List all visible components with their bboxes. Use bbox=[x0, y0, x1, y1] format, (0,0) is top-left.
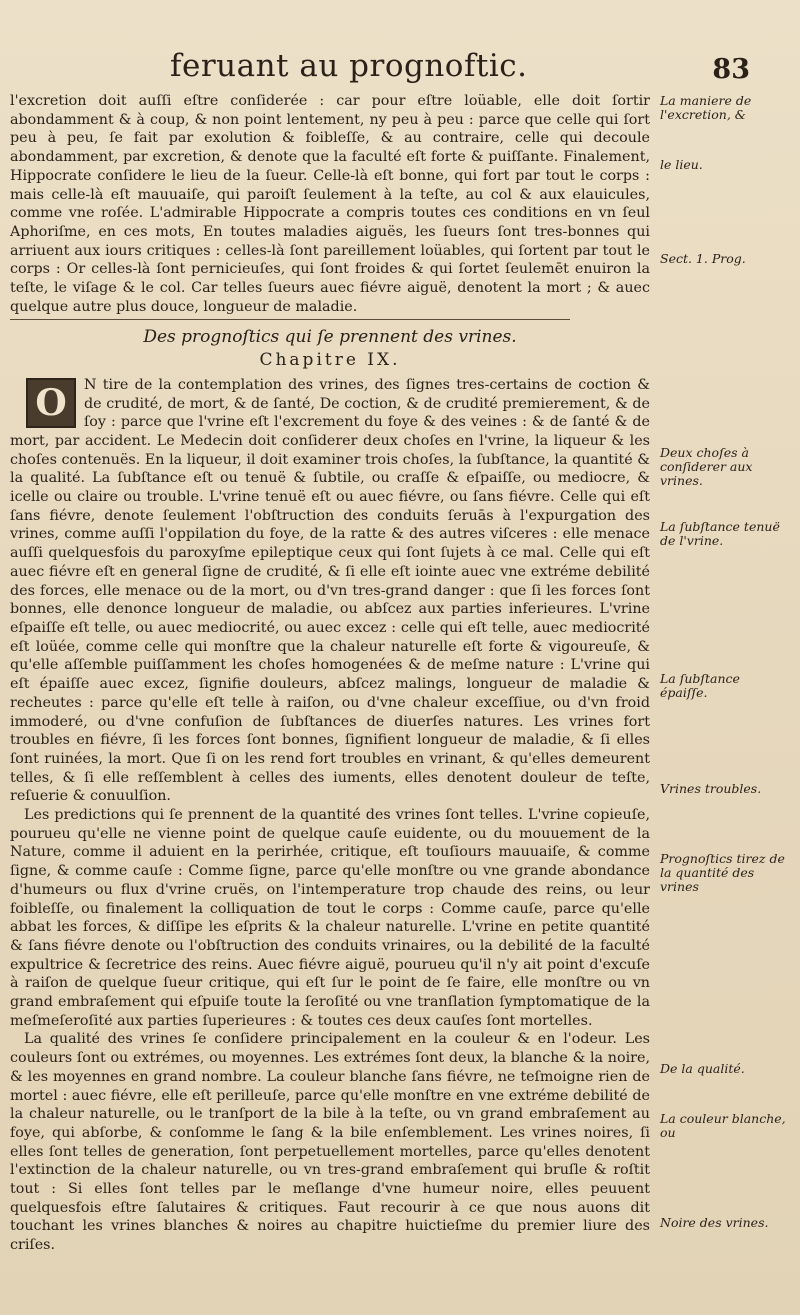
main-text-column bbox=[10, 92, 650, 1255]
margin-note: Sect. 1. Prog. bbox=[660, 251, 746, 266]
page-header bbox=[170, 48, 750, 98]
margin-note: Vrines troubles. bbox=[660, 781, 762, 796]
section-title: Des prognoſtics qui ſe prennent des vrines. bbox=[143, 327, 517, 348]
chapter-heading: Chapitre IX. bbox=[259, 350, 401, 371]
chapter-body bbox=[10, 376, 650, 1255]
dropcap-letter: O bbox=[26, 378, 76, 428]
margin-note: Noire des vrines. bbox=[660, 1215, 769, 1230]
running-head: feruant au prognoftic. bbox=[170, 48, 528, 84]
section-divider bbox=[10, 319, 570, 320]
margin-note: De la qualité. bbox=[660, 1061, 745, 1076]
margin-note: La ſubſtance tenuë de l'vrine. bbox=[660, 519, 780, 548]
margin-note: Deux choſes à conſiderer aux vrines. bbox=[660, 445, 753, 488]
margin-note: La maniere de l'excretion, & bbox=[660, 93, 752, 122]
paragraph-sweat: l'excretion doit auſſi eſtre conſiderée : car pour eſtre loüable, elle doit ſortir abondamment & à coup, & non point lentement, ny peu à peu : parce que celle qui ſort peu à peu, ſe fait par exolution & foibleſſe, & au contraire, celle qui decoule abondamment, par excretion, & denote que la faculté eſt forte & puiſſante. Finalement, Hippocrate conſidere le lieu de la ſueur. Celle-là eſt bonne, qui fort par tout le corps : mais celle-là eſt mauuaiſe, qui paroiſt ſeulement à la teſte, au col & aux elauicules, comme vne roſée. L'admirable Hippocrate a compris toutes ces conditions en vn ſeul Aphoriſme, en ces mots, En toutes maladies aiguës, les ſueurs ſont tres-bonnes qui arriuent aux iours critiques : celles-là ſont pareillement loüables, qui ſortent par tout le corps : Or celles-là ſont pernicieuſes, qui ſont froides & qui ſortet ſeulemēt enuiron la teſte, le viſage & le col. Car telles ſueurs auec fiévre aiguë, denotent la mort ; & auec quelque autre plus douce, longueur de maladie. bbox=[10, 93, 650, 315]
margin-note: La ſubſtance épaiſſe. bbox=[660, 671, 740, 700]
paragraph-urine-quality: La qualité des vrines ſe conſidere principalement en la couleur & en l'odeur. Les couleurs ſont ou extrémes, ou moyennes. Les extrémes ſont deux, la blanche & la noire, & les moyennes en grand nombre. La couleur blanche ſans fiévre, ne teſmoigne rien de mortel : auec fiévre, elle eſt perilleuſe, parce qu'elle monſtre en vne extréme debilité de la chaleur naturelle, ou le tranſport de la bile à la teſte, ou vn grand embraſement au foye, qui abſorbe, & conſomme le ſang & la bile enſemblement. Les vrines noires, ſi elles ſont telles de generation, ſont perpetuellement mortelles, parce qu'elles denotent l'extinction de la chaleur naturelle, ou vn tres-grand embraſement qui bruſle & roſtit tout : Si elles ſont telles par le meſlange d'vne humeur noire, elles peuuent quelquesfois eſtre ſalutaires & critiques. Faut recourir à ce que nous auons dit touchant les vrines blanches & noires au chapitre huictieſme du premier liure des criſes. bbox=[10, 1031, 650, 1254]
paragraph-urine-substance: N tire de la contemplation des vrines, des ſignes tres-certains de coction & de crudité, de mort, & de ſanté, De coction, & de crudité premierement, & de ſoy : parce que l'vrine eſt l'excrement du foye & des veines : & de ſanté & de mort, par accident. Le Medecin doit conſiderer deux choſes en l'vrine, la liqueur & les choſes contenuës. En la liqueur, il doit examiner trois choſes, la ſubſtance, la quantité & la qualité. La ſubſtance eſt ou tenuë & ſubtile, ou craſſe & eſpaiſſe, ou mediocre, & icelle ou claire ou trouble. L'vrine tenuë eſt ou auec fiévre, ou ſans fiévre. Celle qui eſt ſans fiévre, denote ſeulement l'obſtruction des conduits ſeruās à l'expurgation des vrines, comme auſſi l'oppilation du foye, de la ratte & des autres viſceres : elle menace auſſi quelquesfois du paroxyſme epileptique ceux qui ſont ſujets à ce mal. Celle qui eſt auec fiévre eſt en general ſigne de crudité, & ſi elle eſt iointe auec vne extréme debilité des forces, elle menace ou de la mort, ou d'vn tres-grand danger : que ſi les forces ſont bonnes, elle denonce longueur de maladie, ou abſcez aux parties inferieures. L'vrine eſpaiſſe eſt telle, ou auec mediocrité, ou auec excez : celle qui eſt telle, auec mediocrité eſt loüée, comme celle qui monſtre que la chaleur naturelle eſt forte & vigoureuſe, & qu'elle aſſemble puiſſamment les choſes homogenées & de meſme nature : L'vrine qui eſt épaiſſe auec excez, ſignifie douleurs, abſcez malings, longueur de maladie & recheutes : parce qu'elle eſt telle à raiſon, ou d'vne chaleur exceſſiue, ou d'vn froid immoderé, ou d'vne confuſion de ſubſtances de diuerſes natures. Les vrines fort troubles en fiévre, ſi les forces ſont bonnes, ſignifient longueur de maladie, & ſi elles ſont ruinées, la mort. Que ſi on les rend fort troubles en vrinant, & qu'elles demeurent telles, & ſi elle reſſemblent à celles des iuments, elles denotent douleur de teſte, reſuerie & conuulſion. bbox=[10, 376, 650, 805]
margin-note: le lieu. bbox=[660, 157, 703, 172]
margin-note: Prognoſtics tirez de la quantité des vrines bbox=[660, 851, 785, 894]
paragraph-urine-quantity: Les predictions qui ſe prennent de la quantité des vrines ſont telles. L'vrine copieuſe, pourueu qu'elle ne vienne point de quelque cauſe euidente, ou du mouuement de la Nature, comme il aduient en la perirhée, critique, eſt touſiours mauuaiſe, & comme ſigne, & comme cauſe : Comme ſigne, parce qu'elle monſtre ou vne grande abondance d'humeurs ou flux d'vrine cruës, on l'intemperature trop chaude des reins, ou leur foibleſſe, ou finalement la colliquation de tout le corps : Comme cauſe, parce qu'elle abbat les forces, & diſſipe les eſprits & la chaleur naturelle. L'vrine en petite quantité & ſans fiévre denote ou l'obſtruction des conduits vrinaires, ou la debilité de la faculté expultrice & ſecretrice des reins. Auec fiévre aiguë, pourueu qu'il n'y ait point d'excuſe à raiſon de quelque ſueur critique, qui eſt ſur le point de ſe faire, elle monſtre ou vn grand embraſement qui eſpuiſe toute la ſeroſité ou vne tranſlation ſymptomatique de la meſmeſeroſité aux parties ſuperieures : & toutes ces deux cauſes ſont mortelles. bbox=[10, 807, 650, 1029]
margin-note: La couleur blanche, ou bbox=[660, 1111, 786, 1140]
page-number: 83 bbox=[712, 54, 750, 85]
